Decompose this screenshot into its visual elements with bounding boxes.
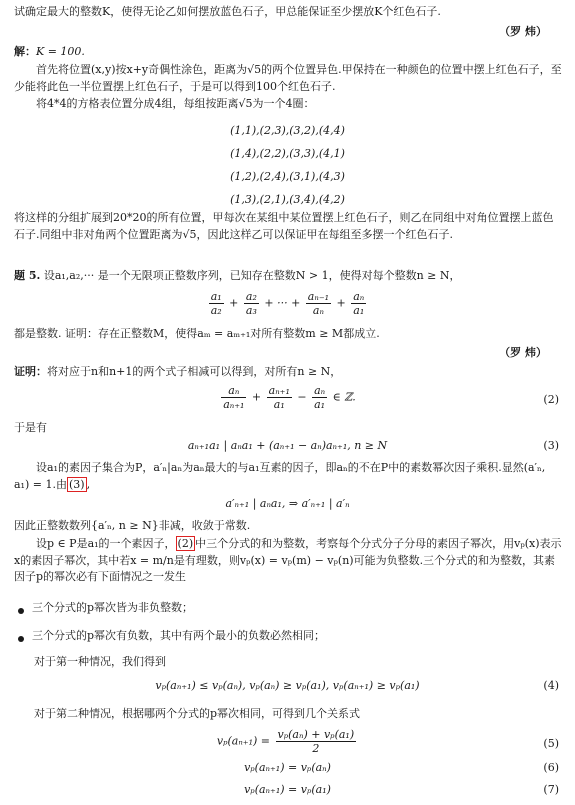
group-row-3: (1,2),(2,4),(3,1),(4,3) <box>230 170 345 183</box>
problem-intro: 试确定最大的整数K，使得无论乙如何摆放蓝色石子，甲总能保证至少摆放K个红色石子. <box>14 5 441 18</box>
equation-3: aₙ₊₁a₁ | aₙa₁ + (aₙ₊₁ − aₙ)aₙ₊₁, n ≥ N <box>187 439 388 452</box>
equation-2: $\frac{\text{aₙ}}{\text{aₙ₊₁}}$ + $\frac{\text{aₙ₊₁}}{\text{a₁}}$ − $\frac{\text{aₙ}}{\text{a₁}}$ ∈ ℤ. <box>223 384 356 412</box>
equation-5: vₚ(aₙ₊₁) = $\frac{\text{vₚ(aₙ) + vₚ(a₁)}}{2}$ <box>216 728 355 756</box>
fraction-3: $\frac{\text{aₙ₋₁}}{\text{aₙ}}$ <box>307 290 330 318</box>
equation-ref-3[interactable]: (3) <box>68 477 85 491</box>
solution-paragraph-3: 将这样的分组扩展到20*20的所有位置，甲每次在某组中某位置摆上红色石子，则乙在同组中对角位置摆上蓝色石子.同组中非对角两个位置距离为√5，因此这样乙可以保证甲在每组至多摆一个红色石子. <box>14 211 554 241</box>
proof-paragraph-4: 因此正整数数列{a′ₙ, n ≥ N}非减，收敛于常数. <box>14 519 251 532</box>
equation-number-3: (3) <box>543 439 559 452</box>
problem-5-ending: 都是整数. 证明：存在正整数M，使得aₘ = aₘ₊₁对所有整数m ≥ M都成立. <box>14 327 380 340</box>
author-credit: （罗 炜） <box>499 25 547 38</box>
equation-number-2: (2) <box>543 393 559 406</box>
solution-answer-line <box>14 44 85 61</box>
case-1-text: 对于第一种情况，我们得到 <box>34 655 166 668</box>
equation-6: vₚ(aₙ₊₁) = vₚ(aₙ) <box>244 761 331 774</box>
bullet-item-2: 三个分式的p幂次有负数，其中有两个最小的负数必然相同； <box>32 629 326 642</box>
equation-number-4: (4) <box>543 679 559 692</box>
case-2-text: 对于第二种情况，根据哪两个分式的p幂次相同，可得到几个关系式 <box>34 707 361 720</box>
group-row-2: (1,4),(2,2),(3,3),(4,1) <box>230 147 345 160</box>
fraction-2: $\frac{\text{a₂}}{\text{a₃}}$ <box>245 290 257 318</box>
solution-paragraph-1: 首先将位置(x,y)按x+y奇偶性涂色，距离为√5的两个位置异色.甲保持在一种颜色的位置中摆上红色石子，至少能将此色一半位置摆上红色石子，于是可以得到100个红色石子. <box>14 63 562 93</box>
solution-answer: K = 100. <box>36 45 85 58</box>
bullet-marker-2 <box>18 636 24 642</box>
proof-label: 证明： <box>14 365 47 378</box>
equation-number-5: (5) <box>543 737 559 750</box>
equation-ref-2[interactable]: (2) <box>177 537 194 550</box>
fraction-4: $\frac{\text{aₙ}}{\text{a₁}}$ <box>353 290 365 318</box>
proof-paragraph-2: 于是有 <box>14 421 47 434</box>
bullet-item-1: 三个分式的p幂次皆为非负整数； <box>32 601 194 614</box>
main-equation: $\frac{\text{a₁}}{\text{a₂}}$ + $\frac{\text{a₂}}{\text{a₃}}$ + ··· + $\frac{\text{aₙ₋₁}}{\text{aₙ}}$ + $\frac{\text{aₙ}}{\text{a₁}}$ <box>210 290 365 318</box>
problem-5-statement <box>14 268 562 285</box>
group-row-4: (1,3),(2,1),(3,4),(4,2) <box>230 193 345 206</box>
equation-4-case1: vₚ(aₙ₊₁) ≤ vₚ(aₙ), vₚ(aₙ) ≥ vₚ(a₁), vₚ(aₙ₊₁) ≥ vₚ(a₁) <box>155 679 420 692</box>
author-credit-2: （罗 炜） <box>499 346 547 359</box>
solution-paragraph-2: 将4*4的方格表位置分成4组，每组按距离√5为一个4圈： <box>36 97 315 110</box>
proof-paragraph-5: 设p ∈ P是a₁的一个素因子， (2) 中三个分式的和为整数，考察每个分式分子分母的素因子幂次，用vₚ(x)表示x的素因子幂次，其中若x = m/n是有理数，则vₚ(x) = vₚ(m) − vₚ(n)可能为负整数.三个分式的和为整数，其素因子p的幂次必有下面情况之一发生 <box>14 537 562 583</box>
equation-4: a′ₙ₊₁ | aₙa₁, ⇒ a′ₙ₊₁ | a′ₙ <box>225 497 350 510</box>
group-row-1: (1,1),(2,3),(3,2),(4,4) <box>230 124 345 137</box>
fraction-1: $\frac{\text{a₁}}{\text{a₂}}$ <box>210 290 222 318</box>
equation-7: vₚ(aₙ₊₁) = vₚ(a₁) <box>244 783 331 796</box>
proof-paragraph-3: 设a₁的素因子集合为P，a′ₙ|aₙ为aₙ最大的与a₁互素的因子，即aₙ的不在P中的素数幂次因子乘积.显然(a′ₙ, a₁) = 1.由 (3) , <box>14 461 546 491</box>
bullet-marker-1 <box>18 608 24 614</box>
proof-paragraph-1: 证明：将对应于n和n+1的两个式子相减可以得到，对所有n ≥ N， <box>14 365 342 378</box>
problem-5-label: 题 5. <box>14 269 41 282</box>
solution-label: 解： <box>14 45 36 58</box>
equation-number-6: (6) <box>543 761 559 774</box>
equation-number-7: (7) <box>543 783 559 796</box>
problem-5-text: 设a₁,a₂,··· 是一个无限项正整数序列，已知存在整数N > 1，使得对每个整数n ≥ N， <box>43 269 461 282</box>
